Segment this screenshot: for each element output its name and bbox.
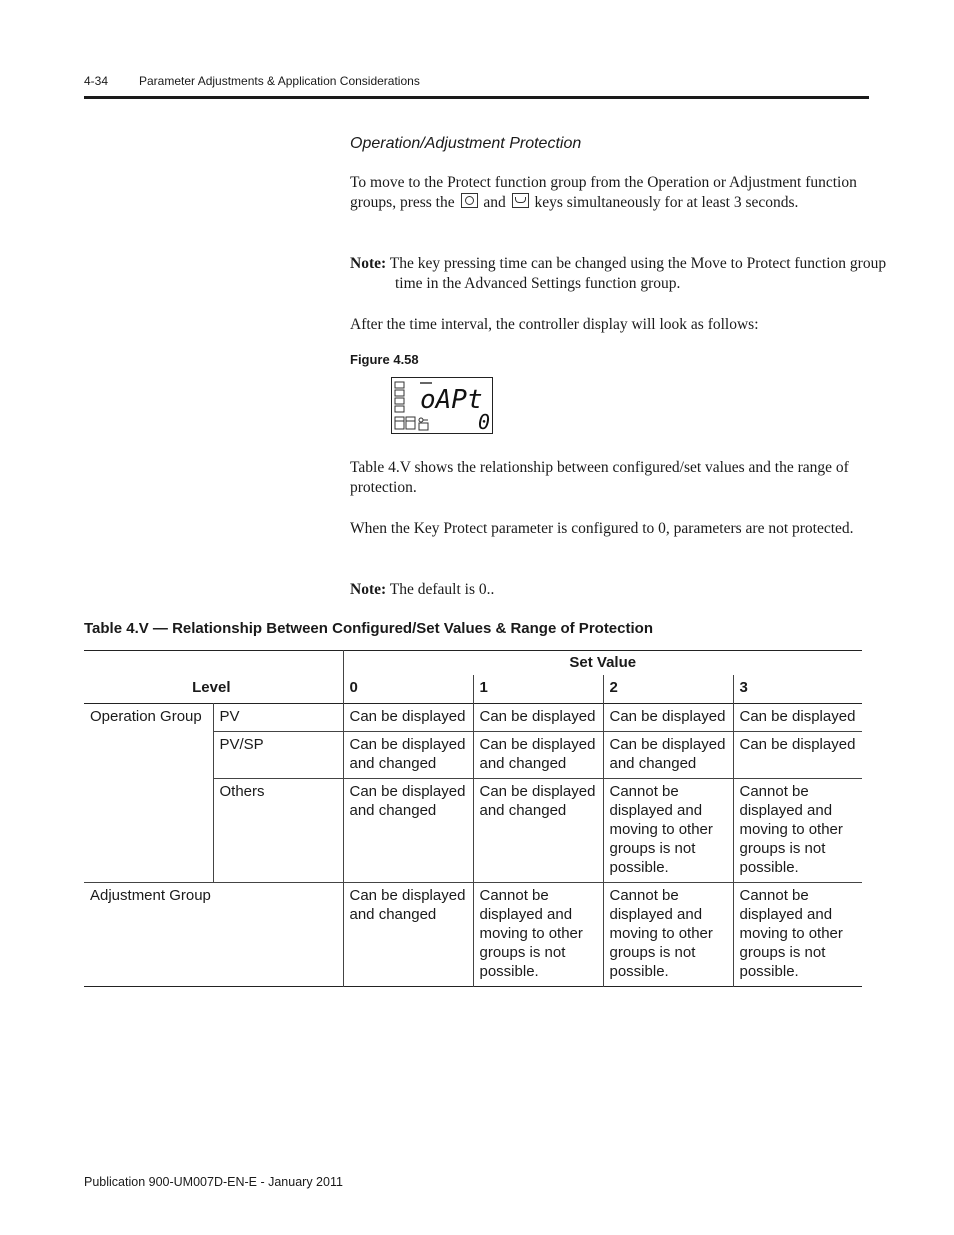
publication-footer: Publication 900-UM007D-EN-E - January 2011 (84, 1175, 343, 1189)
table-cell: Cannot be displayed and moving to other groups is not possible. (473, 883, 603, 987)
table-cell: Can be displayed and changed (603, 732, 733, 779)
note-default (350, 580, 870, 600)
table-row (84, 704, 862, 732)
header-set-value-0: 0 (343, 675, 473, 704)
table-cell: Cannot be displayed and moving to other groups is not possible. (603, 779, 733, 883)
table-row (84, 883, 862, 987)
table-cell: Can be displayed and changed (343, 732, 473, 779)
running-header-title: Parameter Adjustments & Application Considerations (139, 74, 420, 88)
enter-key-icon (512, 193, 529, 208)
table-cell: Cannot be displayed and moving to other groups is not possible. (733, 779, 862, 883)
row-group-label: Operation Group (90, 708, 202, 725)
row-group-label: Adjustment Group (90, 887, 211, 904)
note-label: Note: (350, 581, 387, 598)
header-set-value-3: 3 (733, 675, 862, 704)
table-cell: Can be displayed and changed (473, 779, 603, 883)
key-icon (419, 418, 428, 422)
mode-key-icon (461, 193, 478, 208)
display-bottom-readout: 0 (478, 410, 491, 432)
table-cell: Can be displayed and changed (473, 732, 603, 779)
table-cell: Cannot be displayed and moving to other groups is not possible. (603, 883, 733, 987)
header-set-value-2: 2 (603, 675, 733, 704)
row-sub-label: PV (213, 704, 343, 732)
note-label: Note: (350, 255, 387, 272)
table-header-row-1 (84, 651, 862, 676)
table-cell: Can be displayed (343, 704, 473, 732)
note-text: The key pressing time can be changed using the Move to Protect function group time in the Advanced Settings function group. (389, 255, 887, 292)
note-key-time (350, 254, 915, 294)
section-title: Operation/Adjustment Protection (350, 135, 582, 152)
intro-paragraph (350, 173, 870, 213)
intro-text-a: To move to the Protect function group from the Operation or Adjustment function groups, press the (350, 174, 857, 211)
key-protect-paragraph: When the Key Protect parameter is configured to 0, parameters are not protected. (350, 520, 854, 537)
table-reference-paragraph: Table 4.V shows the relationship between configured/set values and the range of protection. (350, 459, 849, 496)
table-cell: Can be displayed and changed (343, 883, 473, 987)
row-sub-label: Others (213, 779, 343, 883)
header-rule (84, 96, 869, 99)
page-number: 4-34 (84, 74, 109, 88)
table-cell: Can be displayed and changed (343, 779, 473, 883)
figure-label: Figure 4.58 (350, 352, 419, 367)
table-cell: Can be displayed (733, 732, 862, 779)
controller-display-graphic (392, 378, 491, 432)
note-text: The default is 0.. (389, 581, 495, 598)
header-set-value-1: 1 (473, 675, 603, 704)
header-set-value: Set Value (343, 651, 862, 676)
intro-text-b: and (483, 194, 506, 211)
table-caption: Table 4.V — Relationship Between Configured/Set Values & Range of Protection (84, 620, 653, 637)
table-cell: Can be displayed (473, 704, 603, 732)
header-level: Level (192, 679, 231, 696)
table-cell: Can be displayed (603, 704, 733, 732)
table-cell: Cannot be displayed and moving to other groups is not possible. (733, 883, 862, 987)
row-sub-label: PV/SP (213, 732, 343, 779)
protection-table (84, 650, 862, 987)
display-top-readout: oAPt (420, 385, 483, 415)
intro-text-c: keys simultaneously for at least 3 seconds. (534, 194, 799, 211)
display-paragraph: After the time interval, the controller display will look as follows: (350, 316, 759, 333)
controller-display (391, 377, 493, 434)
table-cell: Can be displayed (733, 704, 862, 732)
